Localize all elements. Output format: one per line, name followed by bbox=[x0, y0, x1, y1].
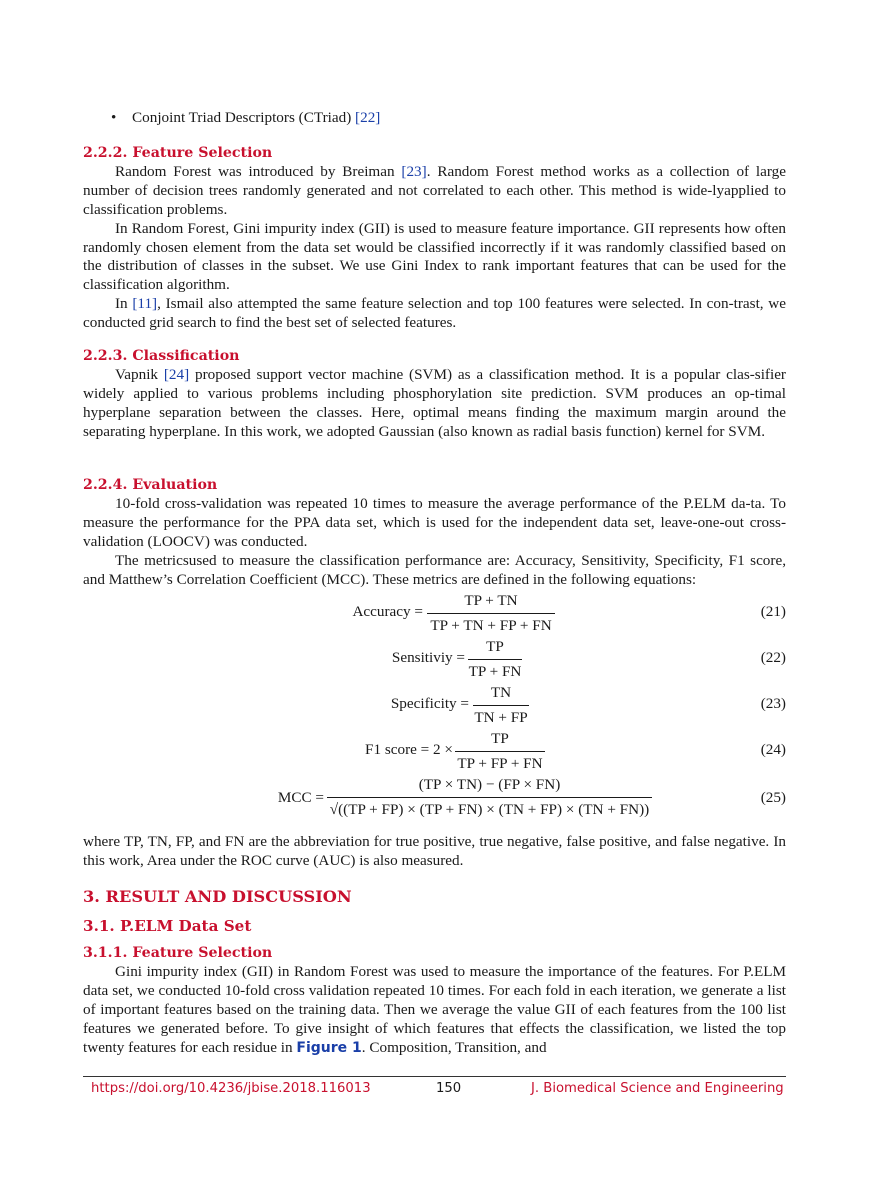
section-3 bbox=[83, 888, 786, 907]
equation-denominator: TN + FP bbox=[474, 708, 528, 726]
equation-numerator: TN bbox=[490, 684, 512, 701]
citation-link[interactable]: [11] bbox=[132, 295, 158, 313]
equation-fraction bbox=[455, 730, 545, 774]
section-heading: 3.1. P.ELM Data Set bbox=[83, 917, 252, 935]
section-heading: 2.2.3. Classification bbox=[83, 348, 240, 364]
section-3-1-1 bbox=[83, 944, 786, 1057]
equation-numerator: (TP × TN) − (FP × FN) bbox=[418, 776, 561, 793]
equation-lhs: Specificity = bbox=[390, 695, 469, 712]
citation-link[interactable]: [22] bbox=[355, 109, 381, 126]
equation-lhs: MCC = bbox=[277, 789, 324, 806]
paragraph-text: Vapnik bbox=[115, 365, 164, 383]
equation-numerator: TP bbox=[491, 730, 509, 747]
equation-denominator: TP + FP + FN bbox=[457, 754, 543, 772]
section-2-2-3 bbox=[83, 347, 786, 442]
paragraph: 10-fold cross-validation was repeated 10 times to measure the average performance of the P.ELM da-ta. To measure the performance for the PPA data set, which is used for the independent data set, leave-one-out cross-validation (LOOCV) was conducted. bbox=[83, 494, 786, 550]
fraction-bar bbox=[473, 705, 529, 706]
equation-number: (21) bbox=[760, 603, 786, 620]
section-2-2-2 bbox=[83, 144, 786, 333]
footer-divider bbox=[83, 1076, 786, 1077]
equation-22 bbox=[83, 638, 786, 678]
section-3-1 bbox=[83, 917, 786, 936]
fraction-bar bbox=[455, 751, 545, 752]
equation-23 bbox=[83, 684, 786, 724]
equation-numerator: TP bbox=[486, 638, 504, 655]
section-2-2-4 bbox=[83, 476, 786, 589]
equation-21 bbox=[83, 592, 786, 632]
paragraph bbox=[83, 963, 786, 1058]
equation-numerator: TP + TN bbox=[464, 592, 518, 609]
equation-25 bbox=[83, 776, 786, 816]
bullet-text: Conjoint Triad Descriptors (CTriad) bbox=[132, 109, 356, 126]
paragraph-text: In bbox=[115, 295, 133, 313]
paragraph bbox=[83, 295, 786, 333]
paragraph-text: proposed support vector machine (SVM) as a classification method. It is a popular clas-sifier widely applied to various problems including phosphorylation site prediction. SVM produces an op-timal hyperplane separation between the classes. Here, optimal means finding the maximum margin around the separating hyperplane. In this work, we adopted Gaussian (also known as radial basis function) kernel for SVM. bbox=[83, 365, 786, 440]
footer-page-number: 150 bbox=[436, 1081, 462, 1096]
equation-denominator: √((TP + FP) × (TP + FN) × (TN + FP) × (TN + FN)) bbox=[329, 800, 650, 818]
paragraph bbox=[83, 163, 786, 220]
equation-fraction bbox=[327, 776, 652, 820]
equation-lhs: Sensitiviy = bbox=[391, 649, 465, 666]
bullet-dot: • bbox=[111, 109, 117, 126]
paragraph bbox=[83, 366, 786, 442]
post-equation-text bbox=[83, 833, 786, 871]
footer-journal-name: J. Biomedical Science and Engineering bbox=[531, 1081, 784, 1096]
section-heading: 3. RESULT AND DISCUSSION bbox=[83, 887, 352, 906]
equation-denominator: TP + FN bbox=[468, 662, 522, 680]
equation-fraction bbox=[473, 684, 529, 728]
equation-lhs: Accuracy = bbox=[352, 603, 423, 620]
fraction-bar bbox=[327, 797, 652, 798]
paragraph: The metricsused to measure the classification performance are: Accuracy, Sensitivity, Specificity, F1 score, and Matthew’s Correlation Coefficient (MCC). These metrics are defined in the following equations: bbox=[83, 551, 786, 588]
fraction-bar bbox=[427, 613, 555, 614]
equation-lhs: F1 score = 2 × bbox=[365, 741, 453, 758]
paragraph: In Random Forest, Gini impurity index (GII) is used to measure feature importance. GII represents how often randomly chosen element from the data set would be classified incorrectly if it was randomly classified based on the distribution of classes in the subset. We use Gini Index to rank important features that can be used for the classification algorithm. bbox=[83, 219, 786, 294]
equation-denominator: TP + TN + FP + FN bbox=[430, 616, 552, 634]
footer-doi-link[interactable]: https://doi.org/10.4236/jbise.2018.116013 bbox=[91, 1081, 371, 1096]
paragraph: where TP, TN, FP, and FN are the abbreviation for true positive, true negative, false positive, and false negative. In this work, Area under the ROC curve (AUC) is also measured. bbox=[83, 833, 786, 869]
section-heading: 2.2.4. Evaluation bbox=[83, 477, 218, 493]
paragraph-text: . Composition, Transition, and bbox=[361, 1038, 547, 1056]
equation-24 bbox=[83, 730, 786, 770]
section-heading: 3.1.1. Feature Selection bbox=[83, 945, 273, 961]
paragraph-text: Random Forest was introduced by Breiman bbox=[115, 162, 402, 180]
equation-number: (24) bbox=[760, 741, 786, 758]
citation-link[interactable]: [24] bbox=[163, 365, 190, 383]
paragraph-text: . Random Forest method works as a collection of large number of decision trees randomly generated and not correlated to each other. This method is wide-lyapplied to classification problems. bbox=[83, 162, 787, 218]
equation-number: (25) bbox=[760, 789, 786, 806]
equation-fraction bbox=[427, 592, 555, 636]
section-heading: 2.2.2. Feature Selection bbox=[83, 145, 273, 161]
equation-number: (22) bbox=[760, 649, 786, 666]
paragraph-text: Gini impurity index (GII) in Random Forest was used to measure the importance of the features. For P.ELM data set, we conducted 10-fold cross validation repeated 10 times. For each fold in each iteration, we generate a list of important features based on the training data. Then we average the value GII of each features from the 100 list features we generated before. To give insight of which features that effects the classification, we listed the top twenty features for each residue in bbox=[83, 962, 786, 1056]
paragraph-text: , Ismail also attempted the same feature selection and top 100 features were selected. In con-trast, we conducted grid search to find the best set of selected features. bbox=[83, 295, 786, 332]
equation-fraction bbox=[468, 638, 522, 682]
citation-link[interactable]: [23] bbox=[401, 162, 427, 180]
equation-number: (23) bbox=[760, 695, 786, 712]
fraction-bar bbox=[468, 659, 522, 660]
figure-link[interactable]: Figure 1 bbox=[296, 1039, 362, 1056]
